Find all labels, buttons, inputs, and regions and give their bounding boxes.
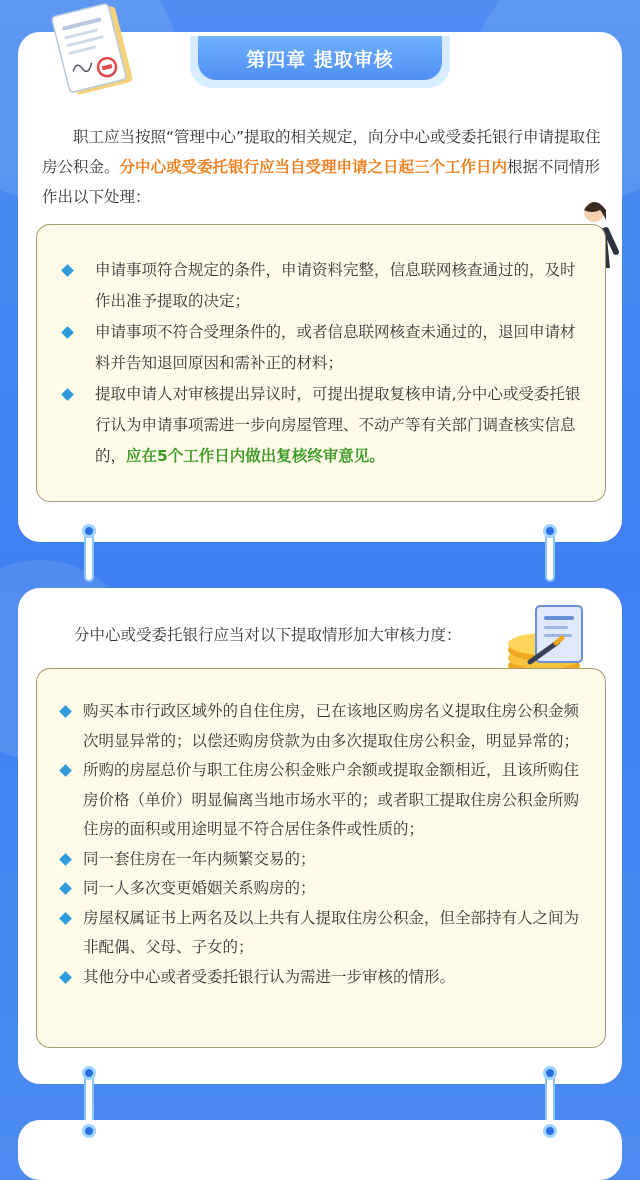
handling-list <box>57 255 587 472</box>
strict-review-list <box>57 697 587 992</box>
list-item-text: 购买本市行政区域外的自住住房，已在该地区购房名义提取住房公积金频次明显异常的；以偿还购房贷款为由多次提取住房公积金，明显异常的； <box>83 702 580 750</box>
strict-review-intro: 分中心或受委托银行应当对以下提取情形加大审核力度： <box>74 626 462 644</box>
list-item <box>57 963 587 993</box>
diamond-bullet-icon <box>61 326 74 339</box>
diamond-bullet-icon <box>59 971 72 984</box>
diamond-bullet-icon <box>59 912 72 925</box>
chapter-title-tab <box>190 36 450 88</box>
next-section-card <box>18 1120 622 1180</box>
list-item <box>57 845 587 875</box>
chapter-title: 第四章 提取审核 <box>198 36 442 80</box>
card-connector <box>545 1074 555 1124</box>
intro-text: 职工应当按照“管理中心”提取的相关规定，向分中心或受委托银行申请提取住房公积金。 <box>42 128 601 176</box>
document-stamp-icon <box>38 0 150 112</box>
connector-ring <box>543 1066 557 1080</box>
list-item <box>57 317 587 379</box>
list-item-highlight: 应在5个工作日内做出复核终审意见。 <box>126 447 385 465</box>
connector-ring <box>543 1124 557 1138</box>
list-item-text: 同一套住房在一年内频繁交易的； <box>83 849 316 868</box>
intro-paragraph <box>42 122 602 212</box>
card-connector <box>84 532 94 582</box>
diamond-bullet-icon <box>59 705 72 718</box>
connector-ring <box>82 524 96 538</box>
strict-review-list-box <box>36 668 606 1048</box>
list-item <box>57 379 587 472</box>
connector-ring <box>543 524 557 538</box>
list-item <box>57 697 587 756</box>
list-item-text: 申请事项符合规定的条件，申请资料完整，信息联网核查通过的，及时作出准予提取的决定； <box>95 261 576 310</box>
list-item <box>57 756 587 845</box>
diamond-bullet-icon <box>59 882 72 895</box>
diamond-bullet-icon <box>59 764 72 777</box>
connector-ring <box>82 1124 96 1138</box>
list-item-text: 所购的房屋总价与职工住房公积金账户余额或提取金额相近，且该所购住房价格（单价）明显偏离当地市场水平的；或者职工提取住房公积金所购住房的面积或用途明显不符合居住条件或性质的； <box>83 761 580 838</box>
diamond-bullet-icon <box>61 388 74 401</box>
diamond-bullet-icon <box>61 264 74 277</box>
list-item <box>57 255 587 317</box>
list-item-text: 同一人多次变更婚姻关系购房的； <box>83 879 316 897</box>
diamond-bullet-icon <box>59 853 72 866</box>
connector-ring <box>82 1066 96 1080</box>
card-connector <box>545 532 555 582</box>
list-item-text: 其他分中心或者受委托银行认为需进一步审核的情形。 <box>83 967 456 986</box>
list-item-text: 房屋权属证书上两名及以上共有人提取住房公积金，但全部持有人之间为非配偶、父母、子女的； <box>83 908 580 956</box>
intro-highlight: 分中心或受委托银行应当自受理申请之日起三个工作日内 <box>119 158 508 176</box>
list-item-text: 提取申请人对审核提出异议时，可提出提取复核申请,分中心或受委托银行认为申请事项需进一步向房屋管理、不动产等有关部门调查核实信息的， <box>95 385 581 465</box>
handling-list-box <box>36 224 606 502</box>
card-connector <box>84 1074 94 1124</box>
list-item-text: 申请事项不符合受理条件的，或者信息联网核查未通过的，退回申请材料并告知退回原因和需补正的材料； <box>95 323 576 372</box>
list-item <box>57 904 587 963</box>
intro-text-tail: 根据不同情形作出以下处理： <box>42 158 601 206</box>
list-item <box>57 874 587 904</box>
